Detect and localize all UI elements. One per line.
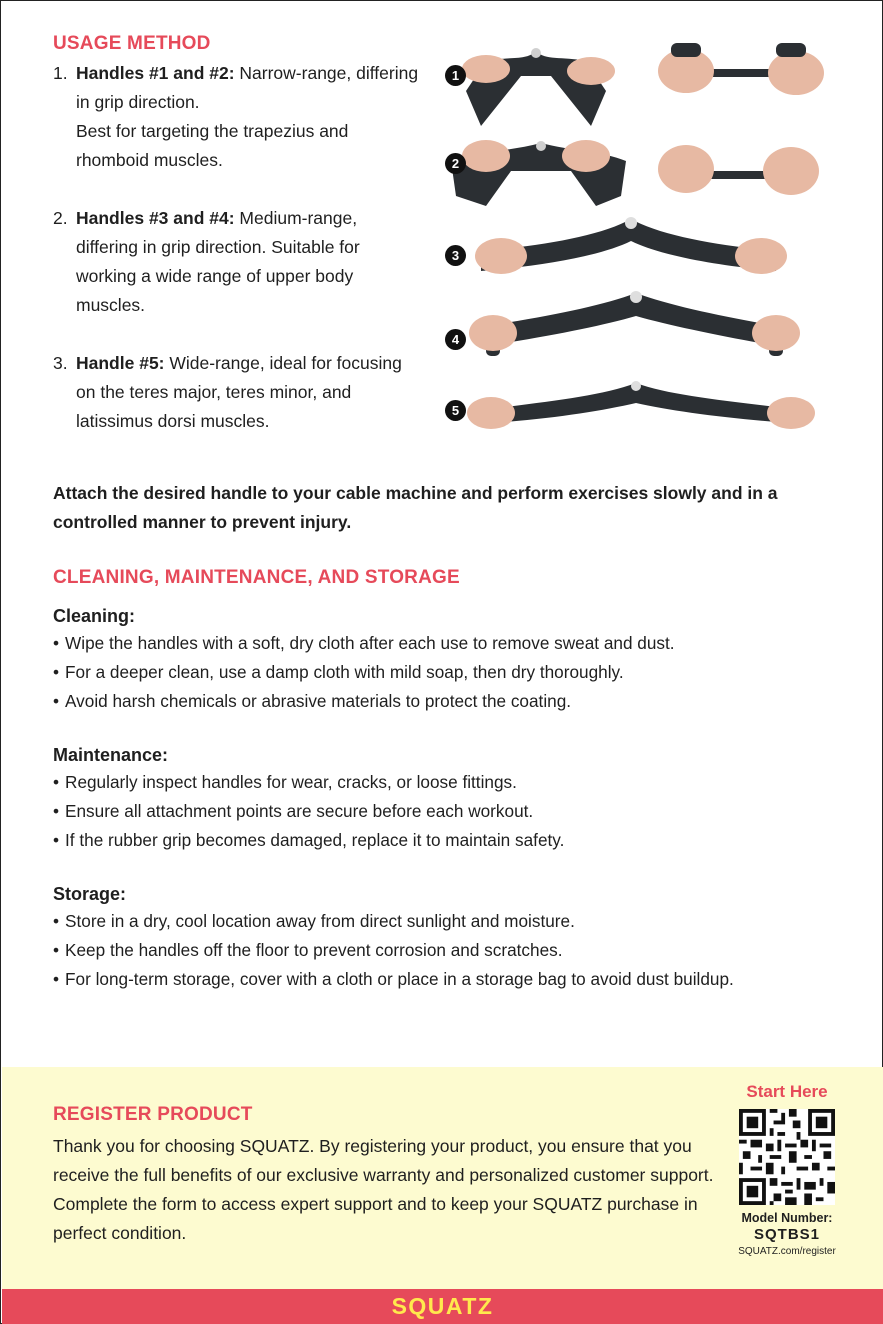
- cleaning-list: [53, 629, 853, 716]
- list-item: • If the rubber grip becomes damaged, replace it to maintain safety.: [53, 826, 853, 855]
- register-heading: REGISTER PRODUCT: [53, 1104, 253, 1125]
- usage-item-2: [53, 204, 423, 320]
- start-here-label: Start Here: [746, 1082, 828, 1101]
- handle-2-alt-photo: [658, 145, 819, 195]
- handle-1-photo: [462, 48, 615, 126]
- handle-2-photo: [451, 140, 626, 206]
- register-url[interactable]: SQUATZ.com/register: [738, 1246, 836, 1257]
- storage-title: Storage:: [53, 884, 127, 904]
- qr-code-icon[interactable]: [739, 1109, 835, 1205]
- usage-item-number: 3.: [53, 353, 68, 373]
- attach-note: Attach the desired handle to your cable machine and perform exercises slowly and in a controlled manner to prevent injury.: [53, 483, 778, 532]
- list-item: • Ensure all attachment points are secure before each workout.: [53, 797, 853, 826]
- handle-5-photo: [467, 381, 815, 429]
- list-item: • Wipe the handles with a soft, dry cloth after each use to remove sweat and dust.: [53, 629, 853, 658]
- usage-item-1: [53, 59, 423, 175]
- handle-badge-3: 3: [445, 245, 466, 266]
- handle-badge-4: 4: [445, 329, 466, 350]
- maintenance-title: Maintenance:: [53, 745, 169, 765]
- usage-item-number: 2.: [53, 208, 68, 228]
- register-section: [53, 1104, 718, 1248]
- list-item: • Keep the handles off the floor to prevent corrosion and scratches.: [53, 936, 853, 965]
- cleaning-title: Cleaning:: [53, 606, 136, 626]
- usage-item-text: Medium-range, differing in grip direction. Suitable for working a wide range of upper body muscles.: [76, 208, 360, 315]
- model-number-label: Model Number:: [741, 1211, 833, 1225]
- handle-3-photo: [475, 217, 787, 274]
- handle-badge-1: 1: [445, 65, 466, 86]
- qr-block: [723, 1081, 851, 1260]
- handle-badge-2: 2: [445, 153, 466, 174]
- handle-4-photo: [469, 291, 800, 356]
- list-item: • For long-term storage, cover with a cloth or place in a storage bag to avoid dust buildup.: [53, 965, 853, 994]
- handle-photo-illustration: [431, 31, 829, 446]
- usage-item-number: 1.: [53, 63, 68, 83]
- usage-list: [53, 59, 423, 436]
- list-item: • Avoid harsh chemicals or abrasive materials to protect the coating.: [53, 687, 853, 716]
- usage-item-title: Handles #1 and #2:: [76, 63, 235, 83]
- usage-method-section: [53, 33, 423, 465]
- usage-item-title: Handle #5:: [76, 353, 165, 373]
- usage-item-3: [53, 349, 423, 436]
- model-number: SQTBS1: [753, 1226, 820, 1243]
- handle-badge-5: 5: [445, 400, 466, 421]
- list-item: • Store in a dry, cool location away from direct sunlight and moisture.: [53, 907, 853, 936]
- list-item: • Regularly inspect handles for wear, cracks, or loose fittings.: [53, 768, 853, 797]
- care-heading: CLEANING, MAINTENANCE, AND STORAGE: [53, 567, 460, 588]
- footer-bar: [2, 1289, 883, 1324]
- usage-item-text: Narrow-range, differing in grip direction.: [76, 63, 419, 112]
- usage-item-title: Handles #3 and #4:: [76, 208, 235, 228]
- maintenance-list: [53, 768, 853, 855]
- usage-item-extra: Best for targeting the trapezius and rhomboid muscles.: [76, 121, 349, 170]
- storage-list: [53, 907, 853, 994]
- care-section: [53, 567, 853, 1020]
- handle-photos: [431, 31, 829, 446]
- register-body: Thank you for choosing SQUATZ. By registering your product, you ensure that you receive the full benefits of our exclusive warranty and personalized customer support. Complete the form to access expert support and to keep your SQUATZ purchase in perfect condition.: [53, 1136, 714, 1243]
- brand-logo: SQUATZ: [391, 1293, 494, 1319]
- usage-item-text: Wide-range, ideal for focusing on the teres major, teres minor, and latissimus dorsi muscles.: [76, 353, 402, 431]
- usage-method-heading: USAGE METHOD: [53, 33, 211, 54]
- handle-1-alt-photo: [658, 43, 824, 95]
- list-item: • For a deeper clean, use a damp cloth with mild soap, then dry thoroughly.: [53, 658, 853, 687]
